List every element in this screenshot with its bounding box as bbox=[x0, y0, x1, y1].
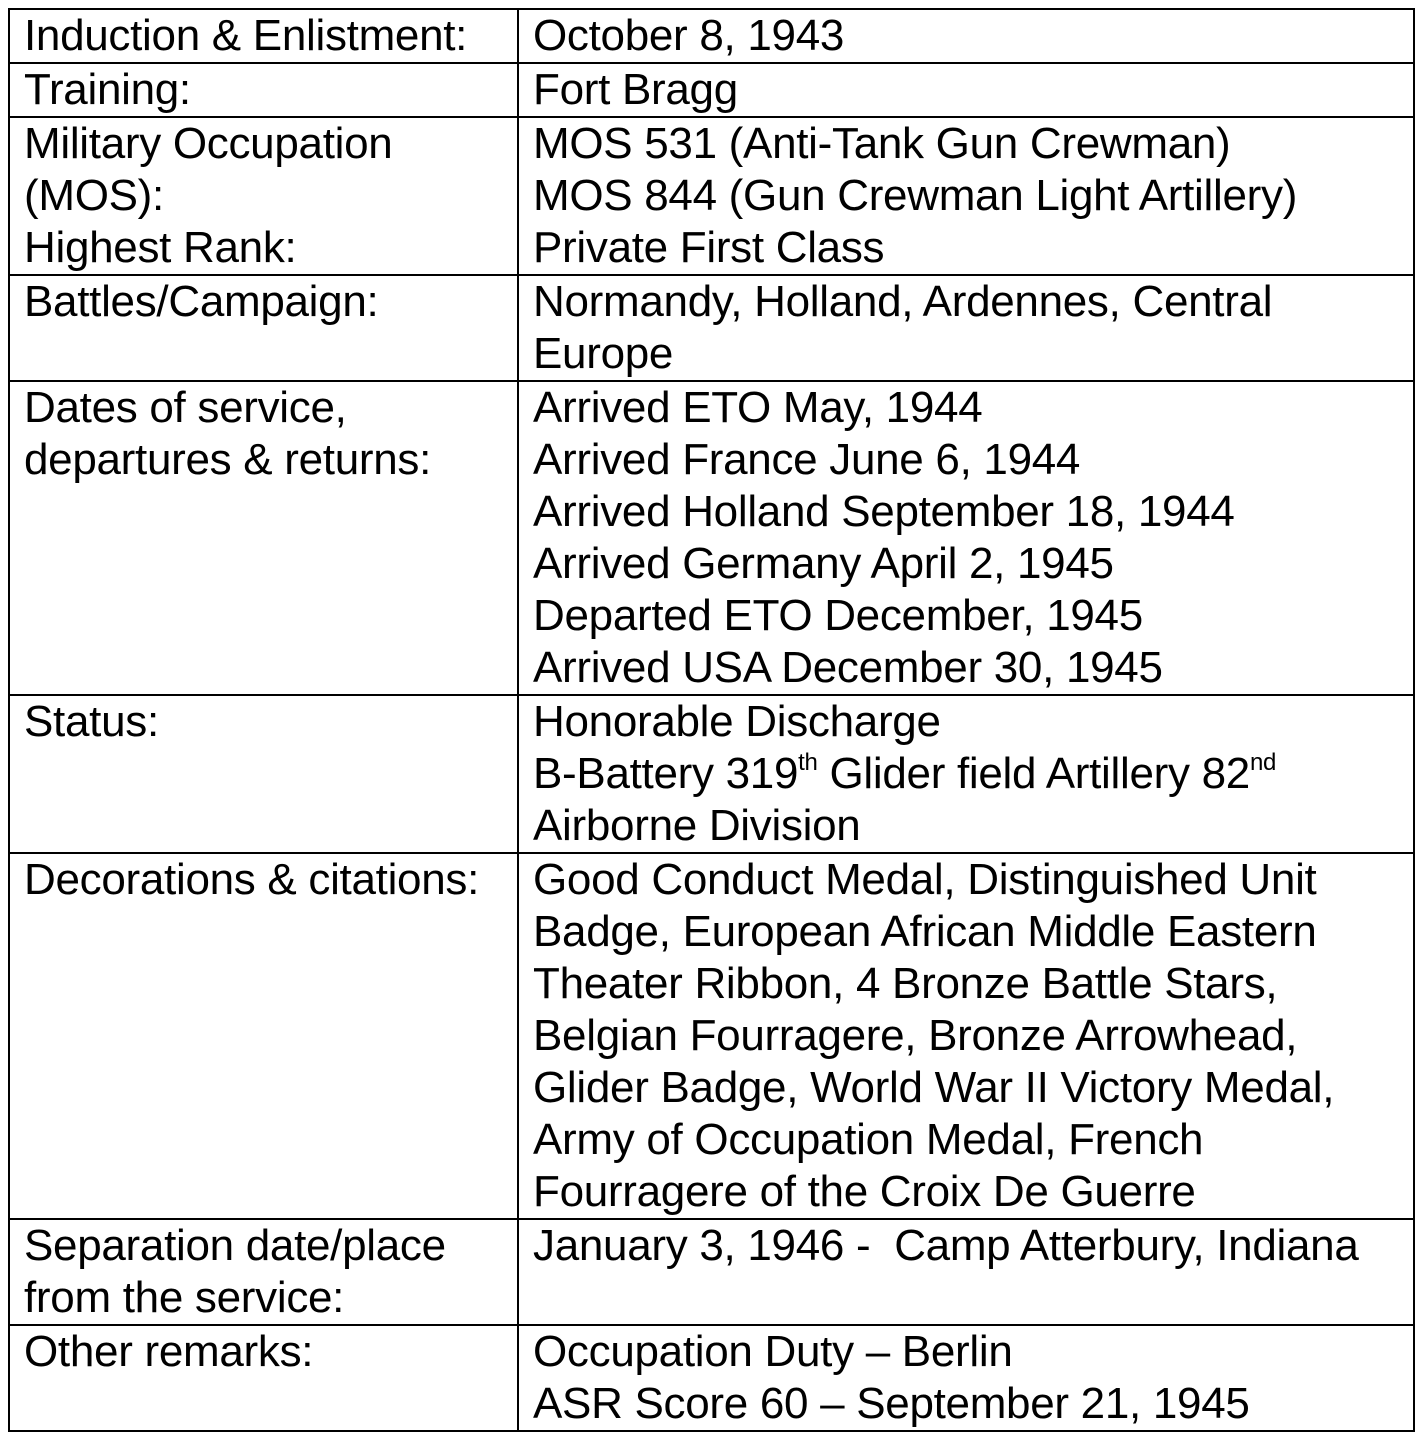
decorations-line: Army of Occupation Medal, French bbox=[533, 1115, 1204, 1164]
remarks-value: Occupation Duty – Berlin ASR Score 60 – September 21, 1945 bbox=[518, 1325, 1414, 1431]
row-mos bbox=[9, 117, 1414, 275]
row-training bbox=[9, 63, 1414, 117]
separation-label: Separation date/place from the service: bbox=[9, 1219, 518, 1325]
decorations-line: Badge, European African Middle Eastern bbox=[533, 907, 1317, 956]
decorations-line: Good Conduct Medal, Distinguished Unit bbox=[533, 855, 1317, 904]
dates-line: Arrived France June 6, 1944 bbox=[533, 435, 1081, 484]
separation-value: January 3, 1946 - Camp Atterbury, Indiana bbox=[518, 1219, 1414, 1325]
row-remarks bbox=[9, 1325, 1414, 1431]
mos-label: Military Occupation (MOS): Highest Rank: bbox=[9, 117, 518, 275]
mos-value: MOS 531 (Anti-Tank Gun Crewman) MOS 844 (Gun Crewman Light Artillery) Private First Class bbox=[518, 117, 1414, 275]
decorations-value bbox=[518, 853, 1414, 1219]
training-label: Training: bbox=[9, 63, 518, 117]
dates-value bbox=[518, 381, 1414, 695]
row-induction bbox=[9, 9, 1414, 63]
induction-label: Induction & Enlistment: bbox=[9, 9, 518, 63]
induction-value: October 8, 1943 bbox=[518, 9, 1414, 63]
row-decorations bbox=[9, 853, 1414, 1219]
decorations-line: Fourragere of the Croix De Guerre bbox=[533, 1167, 1196, 1216]
row-dates bbox=[9, 381, 1414, 695]
remarks-label: Other remarks: bbox=[9, 1325, 518, 1431]
dates-label: Dates of service, departures & returns: bbox=[9, 381, 518, 695]
dates-line: Departed ETO December, 1945 bbox=[533, 591, 1143, 640]
decorations-line: Theater Ribbon, 4 Bronze Battle Stars, bbox=[533, 959, 1278, 1008]
dates-line: Arrived Germany April 2, 1945 bbox=[533, 539, 1114, 588]
dates-line: Arrived USA December 30, 1945 bbox=[533, 643, 1163, 692]
service-record-table bbox=[8, 8, 1415, 1432]
decorations-line: Belgian Fourragere, Bronze Arrowhead, bbox=[533, 1011, 1298, 1060]
battles-value: Normandy, Holland, Ardennes, Central Europe bbox=[518, 275, 1414, 381]
unit-line: B-Battery 319th Glider field Artillery 82nd bbox=[533, 749, 1277, 798]
decorations-label: Decorations & citations: bbox=[9, 853, 518, 1219]
status-value: Honorable Discharge B-Battery 319th Glider field Artillery 82nd Airborne Division bbox=[518, 695, 1414, 853]
training-value: Fort Bragg bbox=[518, 63, 1414, 117]
row-battles bbox=[9, 275, 1414, 381]
battles-label: Battles/Campaign: bbox=[9, 275, 518, 381]
status-label: Status: bbox=[9, 695, 518, 853]
row-status bbox=[9, 695, 1414, 853]
row-separation bbox=[9, 1219, 1414, 1325]
decorations-line: Glider Badge, World War II Victory Medal, bbox=[533, 1063, 1335, 1112]
dates-line: Arrived Holland September 18, 1944 bbox=[533, 487, 1235, 536]
dates-line: Arrived ETO May, 1944 bbox=[533, 383, 983, 432]
